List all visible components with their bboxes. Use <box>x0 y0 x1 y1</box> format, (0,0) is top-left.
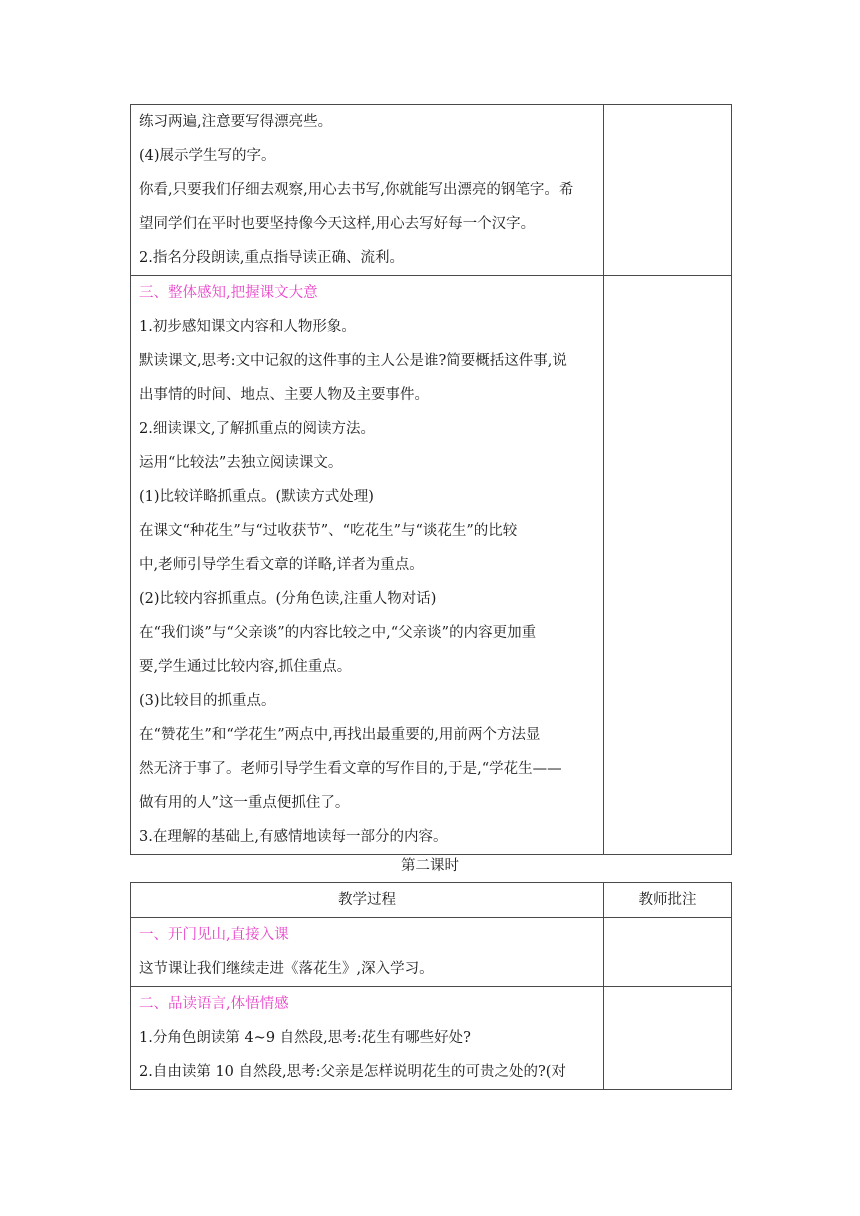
text-line: 练习两遍,注意要写得漂亮些。 <box>139 114 333 130</box>
text-line: 2.细读课文,了解抓重点的阅读方法。 <box>139 421 375 437</box>
text-line: 2.指名分段朗读,重点指导读正确、流利。 <box>139 250 404 266</box>
process-cell <box>131 918 604 987</box>
text-line: (2)比较内容抓重点。(分角色读,注重人物对话) <box>139 591 437 607</box>
text-line: 3.在理解的基础上,有感情地读每一部分的内容。 <box>139 829 448 845</box>
table-row <box>131 276 732 855</box>
lesson-plan-table-part2 <box>130 882 732 1090</box>
process-cell <box>131 987 604 1090</box>
text-line: (4)展示学生写的字。 <box>139 148 276 164</box>
text-line: 你看,只要我们仔细去观察,用心去书写,你就能写出漂亮的钢笔字。希 <box>139 182 574 198</box>
lesson-subtitle: 第二课时 <box>401 858 459 874</box>
text-line: 在课文“种花生”与“过收获节”、“吃花生”与“谈花生”的比较 <box>139 523 518 539</box>
table-row <box>131 987 732 1090</box>
teacher-notes-cell <box>604 987 732 1090</box>
text-line: (1)比较详略抓重点。(默读方式处理) <box>139 489 374 505</box>
text-line: 默读课文,思考:文中记叙的这件事的主人公是谁?简要概括这件事,说 <box>139 353 567 369</box>
text-line: 这节课让我们继续走进《落花生》,深入学习。 <box>139 961 434 977</box>
table-row <box>131 918 732 987</box>
text-line: 1.分角色朗读第 4~9 自然段,思考:花生有哪些好处? <box>139 1030 471 1046</box>
section-heading: 二、品读语言,体悟情感 <box>139 996 289 1012</box>
process-cell <box>131 105 604 276</box>
text-line: 要,学生通过比较内容,抓住重点。 <box>139 659 352 675</box>
text-line: 出事情的时间、地点、主要人物及主要事件。 <box>139 387 429 403</box>
lesson-plan-table-part1 <box>130 104 732 855</box>
text-line: 做有用的人”这一重点便抓住了。 <box>139 795 350 811</box>
text-line: 在“我们谈”与“父亲谈”的内容比较之中,“父亲谈”的内容更加重 <box>139 625 537 641</box>
text-line: 2.自由读第 10 自然段,思考:父亲是怎样说明花生的可贵之处的?(对 <box>139 1064 566 1080</box>
text-line: 中,老师引导学生看文章的详略,详者为重点。 <box>139 557 424 573</box>
column-header-notes: 教师批注 <box>604 883 732 918</box>
text-line: 运用“比较法”去独立阅读课文。 <box>139 455 343 471</box>
text-line: 在“赞花生”和“学花生”两点中,再找出最重要的,用前两个方法显 <box>139 727 541 743</box>
table-row <box>131 105 732 276</box>
teacher-notes-cell <box>604 918 732 987</box>
process-cell <box>131 276 604 855</box>
section-heading: 三、整体感知,把握课文大意 <box>139 285 318 301</box>
text-line: (3)比较目的抓重点。 <box>139 693 276 709</box>
text-line: 然无济于事了。老师引导学生看文章的写作目的,于是,“学花生—— <box>139 761 562 777</box>
teacher-notes-cell <box>604 276 732 855</box>
text-line: 1.初步感知课文内容和人物形象。 <box>139 319 356 335</box>
column-header-process: 教学过程 <box>131 883 604 918</box>
section-heading: 一、开门见山,直接入课 <box>139 927 289 943</box>
teacher-notes-cell <box>604 105 732 276</box>
table-header-row <box>131 883 732 918</box>
text-line: 望同学们在平时也要坚持像今天这样,用心去写好每一个汉字。 <box>139 216 536 232</box>
